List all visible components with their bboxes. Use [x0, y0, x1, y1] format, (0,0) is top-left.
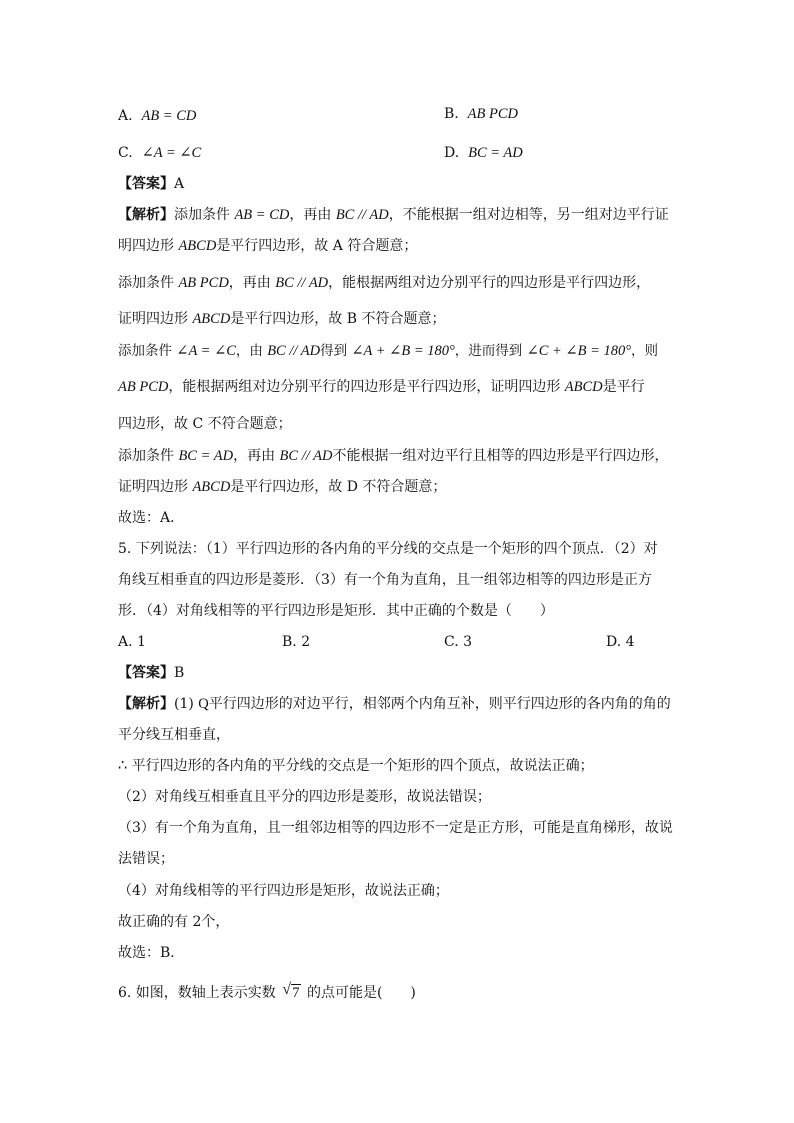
- q4-analysis-line-9: [118, 477, 446, 497]
- math: AB PCD: [118, 379, 169, 395]
- text: 明四边形: [118, 238, 174, 254]
- answer-label: 【答案】: [118, 665, 174, 681]
- q4-analysis-line-1: [118, 205, 669, 225]
- text: 平行四边形的对边平行，相邻两个内角互补，则平行四边形的各内角的角的: [208, 696, 671, 712]
- q5-analysis-line-8: [118, 912, 229, 932]
- text: 添加条件: [118, 448, 174, 464]
- analysis-label: 【解析】: [118, 696, 174, 712]
- math: BC // AD: [279, 448, 333, 464]
- text: 6. 如图，数轴上表示实数: [118, 985, 276, 1001]
- text: 证明四边形: [118, 311, 188, 327]
- text: 法错误；: [118, 851, 174, 867]
- q5-stem-line-1: [118, 539, 658, 559]
- q4-option-c: [118, 143, 201, 163]
- q5-analysis-line-6: [118, 849, 174, 869]
- answer-label: 【答案】: [118, 176, 174, 192]
- text: 形．（4）对角线相等的平行四边形是矩形．其中正确的个数是（ ）: [118, 603, 554, 619]
- radicand: 7: [292, 985, 300, 1001]
- q5-analysis-line-5: [118, 818, 673, 838]
- q4-analysis-line-5: [118, 341, 658, 361]
- q4-analysis-line-2: [118, 236, 417, 256]
- text: 是平行四边形，故 A 符合题意；: [216, 238, 418, 254]
- q5-stem-line-2: [118, 570, 652, 590]
- q5-option-d: D. 4: [606, 634, 635, 650]
- text: ，进而得到: [454, 343, 523, 359]
- text: （3）有一个角为直角，且一组邻边相等的四边形不一定是正方形，可能是直角梯形，故说: [118, 820, 673, 836]
- math: AB = CD: [234, 207, 290, 223]
- text: ，能根据两组对边分别平行的四边形是平行四边形，证明四边形: [168, 379, 561, 395]
- text: ，再由: [228, 275, 271, 291]
- text: （2）对角线互相垂直且平分的四边形是菱形，故说法错误；: [118, 789, 491, 805]
- math: ∠A + ∠B = 180°: [351, 343, 455, 359]
- q4-analysis-line-10: [118, 508, 184, 528]
- q4-analysis-line-4: [118, 309, 446, 329]
- text: 平分线互相垂直，: [118, 727, 230, 743]
- text: 故选：B．: [118, 945, 185, 961]
- q5-analysis-line-2: [118, 725, 230, 745]
- q4-option-b: [444, 104, 518, 124]
- q5-analysis-line-3: [118, 756, 594, 776]
- because-symbol: Q: [198, 696, 209, 712]
- text: 故选：A．: [118, 510, 185, 526]
- text: 不能根据一组对边平行且相等的四边形是平行四边形，: [332, 448, 669, 464]
- text: 是平行四边形，故 B 不符合题意；: [230, 311, 446, 327]
- option-letter: B.: [444, 106, 459, 122]
- text: ，再由: [289, 207, 332, 223]
- q5-option-b: B. 2: [282, 634, 311, 650]
- math: ABCD: [192, 479, 231, 495]
- text: 5. 下列说法：（1）平行四边形的各内角的平分线的交点是一个矩形的四个顶点．（2）对: [118, 541, 658, 557]
- q4-analysis-line-7: [118, 414, 292, 434]
- math: BC // AD: [275, 275, 329, 291]
- text: 添加条件: [174, 207, 230, 223]
- q4-analysis-line-6: [118, 377, 645, 397]
- text: 四边形，故 C 不符合题意；: [118, 416, 292, 432]
- text: ，则: [631, 343, 659, 359]
- option-letter: D.: [444, 145, 460, 161]
- option-letter: A.: [118, 108, 133, 124]
- q4-analysis-line-8: [118, 446, 668, 466]
- text: ，能根据两组对边分别平行的四边形是平行四边形，: [328, 275, 651, 291]
- answer-value: B: [174, 665, 185, 681]
- option-math: BC = AD: [468, 145, 523, 161]
- math: ABCD: [178, 238, 217, 254]
- q5-answer: [118, 663, 184, 683]
- option-letter: C.: [118, 145, 133, 161]
- q4-option-d: [444, 143, 523, 163]
- q5-analysis-line-9: [118, 943, 184, 963]
- analysis-label: 【解析】: [118, 207, 174, 223]
- text: 的点可能是( ): [306, 985, 416, 1001]
- math: ∠A = ∠C: [176, 343, 236, 359]
- text: ，由: [235, 343, 263, 359]
- q5-analysis-line-4: [118, 787, 491, 807]
- math: BC = AD: [178, 448, 234, 464]
- text: 是平行四边形，故 D 不符合题意；: [230, 479, 447, 495]
- text: 角线互相垂直的四边形是菱形．（3）有一个角为直角，且一组邻边相等的四边形是正方: [118, 572, 652, 588]
- q5-option-a: A. 1: [118, 634, 146, 650]
- math: ABCD: [564, 379, 603, 395]
- option-math: AB = CD: [141, 108, 197, 124]
- text: （4）对角线相等的平行四边形是矩形，故说法正确；: [118, 883, 449, 899]
- q5-analysis-line-7: [118, 881, 449, 901]
- text: ，再由: [233, 448, 276, 464]
- text: 是平行: [602, 379, 645, 395]
- answer-value: A: [174, 176, 185, 192]
- text: 添加条件: [118, 275, 174, 291]
- q4-analysis-line-3: [118, 273, 650, 293]
- therefore-symbol: ∴: [118, 758, 128, 774]
- option-math: ∠A = ∠C: [141, 145, 202, 161]
- text: ，不能根据一组对边相等，另一组对边平行证: [388, 207, 669, 223]
- q4-answer: [118, 174, 184, 194]
- math: ABCD: [192, 311, 231, 327]
- text: 证明四边形: [118, 479, 188, 495]
- math: BC // AD: [267, 343, 321, 359]
- q6-stem: [118, 983, 416, 1003]
- q4-option-a: [118, 106, 196, 126]
- radical-sign: √: [282, 981, 292, 998]
- text: 添加条件: [118, 343, 172, 359]
- q5-analysis-line-1: [118, 694, 671, 714]
- text: 得到: [320, 343, 348, 359]
- text: 平行四边形的各内角的平分线的交点是一个矩形的四个顶点，故说法正确；: [127, 758, 594, 774]
- math: AB PCD: [178, 275, 229, 291]
- text: 故正确的有 2个，: [118, 914, 230, 930]
- option-math: AB PCD: [467, 106, 518, 122]
- q5-stem-line-3: [118, 601, 554, 621]
- sqrt-expression: [282, 983, 300, 1003]
- math: BC // AD: [335, 207, 389, 223]
- math: ∠C + ∠B = 180°: [526, 343, 632, 359]
- q5-option-c: C. 3: [444, 634, 473, 650]
- text: (1): [174, 696, 199, 712]
